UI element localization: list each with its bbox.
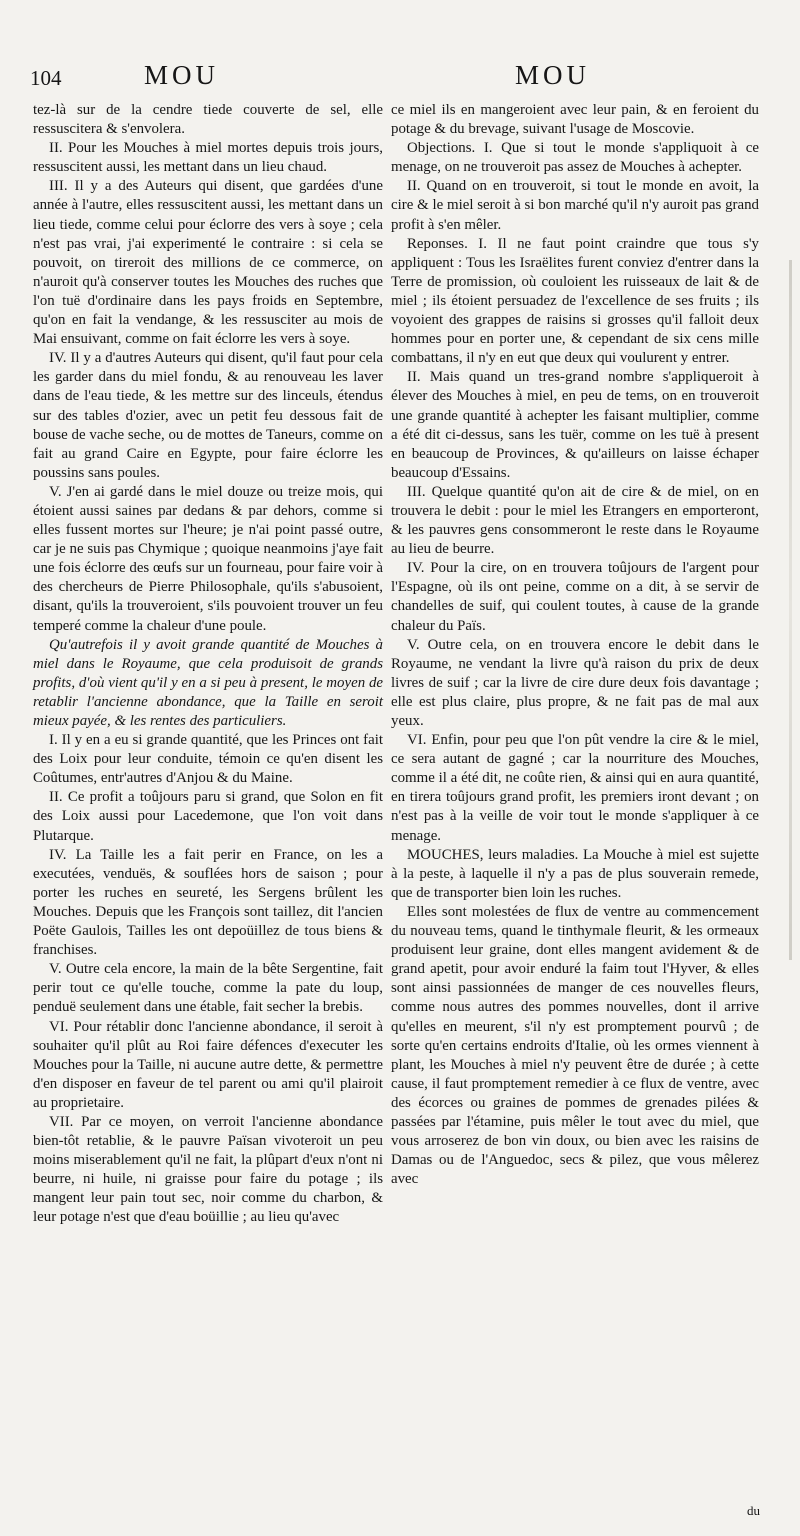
paragraph: V. J'en ai gardé dans le miel douze ou treize mois, qui étoient aussi saines par dedans & par dehors, comme si elles fussent mortes sur l'heure; je n'ai point passé outre, car je ne suis pas Chymique ; quoique neanmoins j'aye fait une fois éclorre des œufs sur un fourneau, pour faire voir à des chercheurs de Pierre Philosophale, qu'ils s'abusoient, disant, qu'ils la trouveroient, s'ils pouvoient trouver un feu temperé comme la chaleur d'une poule. — [33, 483, 383, 634]
paragraph: tez-là sur de la cendre tiede couverte de sel, elle ressuscitera & s'envolera. — [33, 102, 383, 138]
paragraph: Reponses. I. Il ne faut point craindre que tous s'y appliquent : Tous les Israëlites furent conviez d'entrer dans la Terre de promission, où couloient les ruisseaux de lait & de miel ; ils étoient persuadez de l'excellence de ses fruits ; ils voyoient des grappes de raisins si grosses qu'il falloit deux hommes pour en porter une, & cependant de six cens mille combattans, il n'y en eut que deux qui voulurent y entrer. — [391, 235, 759, 367]
paragraph: Objections. I. Que si tout le monde s'appliquoit à ce menage, on ne trouveroit pas assez de Mouches à achepter. — [391, 140, 759, 176]
paragraph: IV. Pour la cire, on en trouvera toûjours de l'argent pour l'Espagne, où ils ont peine, comme on a dit, à se servir de chandelles de suif, qui coulent toutes, à cause de la grande chaleur du Païs. — [391, 560, 759, 634]
catchword: du — [747, 1503, 760, 1518]
paragraph: IV. La Taille les a fait perir en France, on les a executées, venduës, & souflées hors de saison ; pour porter les ruches en seureté, les Sergens brûlent les Mouches. Depuis que les François sont taillez, dit l'ancien Poëte Gaulois, Tailles les ont depoüillez de tous biens & franchises. — [33, 846, 383, 959]
paragraph: V. Outre cela encore, la main de la bête Sergentine, fait perir tout ce qu'elle touche, comme la pate du loup, penduë seulement dans une étable, fait secher la brebis. — [33, 961, 383, 1016]
paragraph: VI. Pour rétablir donc l'ancienne abondance, il seroit à souhaiter qu'il plût au Roi faire défences d'executer les Mouches pour la Taille, ni aucune autre dette, & permettre d'en disposer en faveur de tel parent ou ami qu'il plairoit au proprietaire. — [33, 1018, 383, 1111]
right-text-column — [391, 101, 759, 1189]
paragraph: IV. Il y a d'autres Auteurs qui disent, qu'il faut pour cela les garder dans du miel fondu, & au renouveau les laver dans de l'eau tiede, & les mettre sur des linceuls, étendus sur des tables d'ozier, avec un petit feu dessous fait de bouse de vache seche, ou de mottes de Taneurs, comme on fait au grand Caire en Egypte, pour faire éclorre les poussins sans poules. — [33, 350, 383, 481]
paragraph: ce miel ils en mangeroient avec leur pain, & en feroient du potage & du brevage, suivant l'usage de Moscovie. — [391, 102, 759, 138]
paragraph: II. Pour les Mouches à miel mortes depuis trois jours, ressuscitent aussi, les mettant dans un lieu chaud. — [33, 140, 383, 176]
paragraph: VII. Par ce moyen, on verroit l'ancienne abondance bien-tôt retablie, & le pauvre Païsan vivoteroit un peu moins miserablement qu'il ne fait, la plûpart d'eux n'ont ni beurre, ni huile, ni graisse pour faire du potage ; ils mangent leur pain tout sec, noir comme du charbon, & leur potage n'est que d'eau boüillie ; au lieu qu'avec — [33, 1113, 383, 1226]
paragraph: II. Ce profit a toûjours paru si grand, que Solon en fit des Loix aussi pour Lacedemone, que l'on voit dans Plutarque. — [33, 789, 383, 844]
paragraph: V. Outre cela, on en trouvera encore le debit dans le Royaume, ne vendant la livre qu'à raison du prix de deux livres de suif ; car la livre de cire dure deux fois davantage ; elle est plus claire, plus propre, & ne fait pas de mal aux yeux. — [391, 636, 759, 729]
page-number: 104 — [30, 66, 62, 90]
paragraph: II. Quand on en trouveroit, si tout le monde en avoit, la cire & le miel seroit à si bon marché qu'il n'y auroit pas grand profit à s'en mêler. — [391, 178, 759, 233]
running-header — [0, 60, 800, 100]
left-text-column — [33, 101, 383, 1228]
paragraph: II. Mais quand un tres-grand nombre s'appliqueroit à élever des Mouches à miel, en peu de tems, on en trouveroit une grande quantité à achepter les faisant multiplier, comme a été dit ci-dessus, sans les tuër, comme on les tuë à present en beaucoup de Provinces, & qu'ailleurs on laisse échaper beaucoup d'Essains. — [391, 369, 759, 481]
paragraph: Elles sont molestées de flux de ventre au commencement du nouveau tems, quand le tinthymale fleurit, & les ormeaux produisent leur graine, dont elles mangent avidement & de grand apetit, pour avoir enduré la faim tout l'Hyver, & elles sont ainsi passionnées de manger de ces nouvelles fleurs, comme nous autres des pommes nouvelles, dont il arrive qu'elles en meurent, s'il n'y est promptement pourvû ; de sorte qu'en certains endroits d'Italie, où les ormes viennent à plant, les Mouches à miel n'y peuvent être de durée ; à cette cause, il faut promptement remedier à ce flux de ventre, avec des écorces ou graines de pommes de grenades pilées & passées par l'étamine, puis mêler le tout avec du miel, que vous arroserez de bon vin doux, ou bien avec les raisins de Damas ou de l'Anguedoc, secs & pilez, que vous mêlerez avec — [391, 903, 759, 1188]
paragraph: III. Il y a des Auteurs qui disent, que gardées d'une année à l'autre, elles ressuscitent aussi, les mettant dans un lieu tiede, comme celui pour éclorre des vers à soye ; cela n'est pas vrai, j'ai experimenté le contraire : si cela se pouvoit, on tireroit des millions de ce commerce, on n'auroit qu'à conserver toutes les Mouches des ruches que l'on tuë d'ordinaire dans les pays froids en Septembre, qu'on en fait la vendange, & les ressusciter au mois de Mai ensuivant, comme on fait éclorre les vers à soye. — [33, 178, 383, 348]
paragraph: I. Il y en a eu si grande quantité, que les Princes ont fait des Loix pour leur conduite, témoin ce qu'en disent les Coûtumes, entr'autres d'Anjou & du Maine. — [33, 732, 383, 787]
running-head-left: MOU — [144, 60, 220, 90]
running-head-right: MOU — [515, 60, 591, 90]
paragraph: VI. Enfin, pour peu que l'on pût vendre la cire & le miel, ce sera autant de gagné ; car la nourriture des Mouches, comme il a été dit, ne coûte rien, & ainsi qui en aura quantité, en tirera toûjours grand profit, les premiers iront devant ; on n'est pas à la veille de voir tout le monde s'appliquer à ce menage. — [391, 732, 759, 844]
paragraph: MOUCHES, leurs maladies. La Mouche à miel est sujette à la peste, à laquelle il n'y a pas de plus souverain remede, que de transporter bien loin les ruches. — [391, 846, 759, 901]
paragraph: Qu'autrefois il y avoit grande quantité de Mouches à miel dans le Royaume, que cela produisoit de grands profits, d'où vient qu'il y en a si peu à present, le moyen de retablir l'ancienne abondance, que la Taille en seroit mieux payée, & les rentes des particuliers. — [33, 636, 383, 729]
page-edge-shadow — [789, 260, 792, 960]
paragraph: III. Quelque quantité qu'on ait de cire & de miel, on en trouvera le debit : pour le miel les Etrangers en emporteront, & les pauvres gens consommeront le reste dans le Royaume au lieu de beurre. — [391, 483, 759, 558]
